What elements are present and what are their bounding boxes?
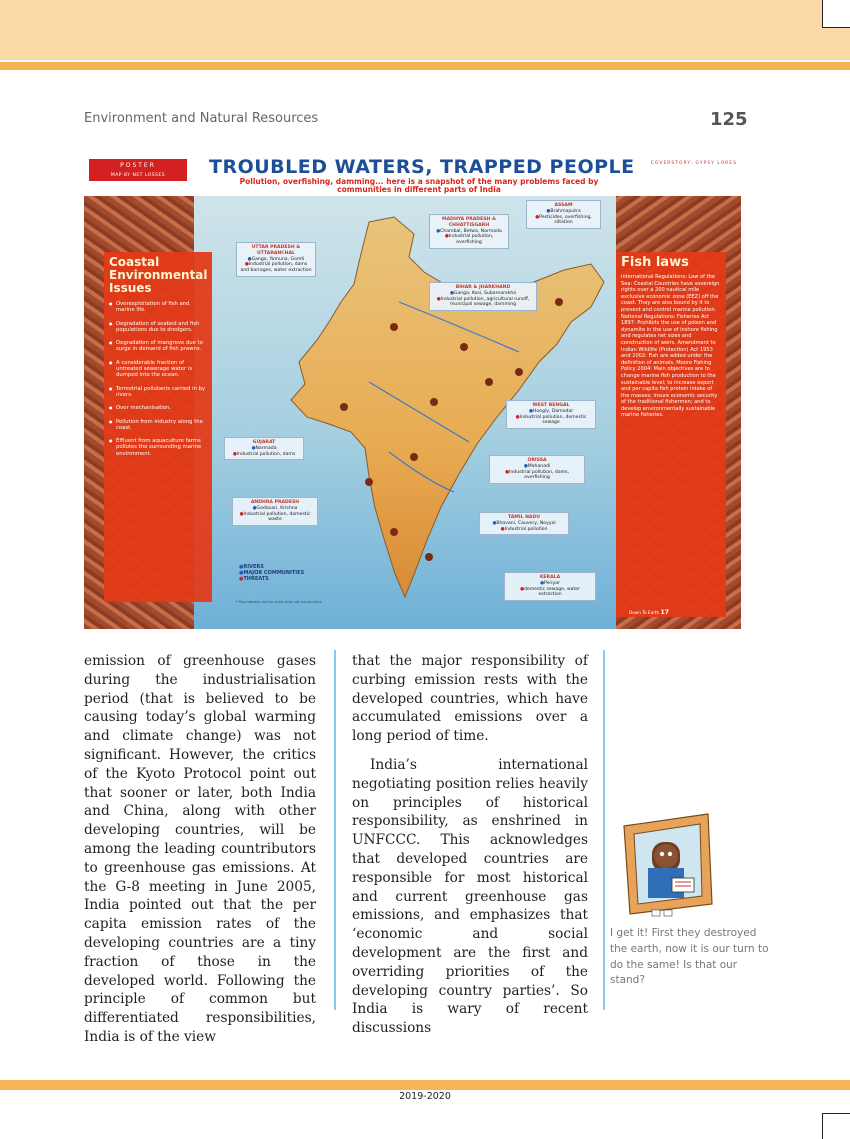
list-item: ● A considerable fraction of untreated sewerage water is dumped into the ocean.: [109, 360, 207, 379]
poster-corner-text: COVERSTORY: GYPSY LORES: [650, 161, 737, 166]
region-name: MADHYA PRADESH & CHHATTISGARH: [442, 217, 496, 228]
region-threats: ● Industrial pollution: [500, 527, 547, 532]
threat-marker: [555, 298, 563, 306]
credit-text: Down To Earth: [629, 610, 660, 615]
region-threats: ● Industrial pollution, domestic sewage: [516, 415, 587, 426]
margin-divider: [603, 650, 605, 1010]
region-communities: ● Hoogly, Damodar: [529, 409, 573, 414]
region-box-up: [236, 242, 316, 277]
region-communities: ● Godavari, Krishna: [253, 506, 298, 511]
region-threats: ● Industrial pollution, dams and barrages, water extraction: [240, 262, 311, 273]
threat-marker: [390, 323, 398, 331]
region-name: ORISSA: [527, 458, 547, 463]
cartoon-caption: I get it! First they destroyed the earth, now it is our turn to do the same! Is that our stand?: [610, 927, 769, 987]
threat-marker: [425, 553, 433, 561]
column-divider: [334, 650, 336, 1010]
region-communities: ● Periyar: [540, 581, 560, 586]
bottom-rule: [0, 1080, 850, 1090]
region-communities: ● Ganga, Yamuna, Gomti: [248, 257, 305, 262]
region-box-assam: [526, 200, 601, 229]
legend-threats: ● THREATS: [239, 576, 304, 582]
list-item: ● Overexploitation of fish and marine life.: [109, 301, 207, 314]
credit-number: 17: [660, 609, 669, 616]
list-item: ● Effluent from aquaculture farms pollutes the surrounding marine environment.: [109, 438, 207, 457]
body-column-1: [84, 652, 316, 1047]
region-box-mp: [429, 214, 509, 249]
poster-tag: [89, 159, 187, 181]
top-color-band: [0, 0, 850, 60]
poster-credit: [629, 609, 669, 616]
region-name: WEST BENGAL: [532, 403, 570, 408]
region-threats: ● Pesticides, overfishing, siltation: [535, 215, 592, 226]
poster-header: [84, 152, 741, 196]
body-paragraph: India’s international negotiating position relies heavily on principles of historical responsibility, as enshrined in UNFCCC. This acknowledges that developed countries are responsible for most historical and current greenhouse gas emissions, and emphasizes that ‘economic and social development are the first and overriding priorities of the developing country parties’. So India is wary of recent discussions: [352, 756, 588, 1037]
region-threats: ● Industrial pollution, domestic waste: [240, 512, 311, 523]
region-threats: ● Industrial pollution, dams: [233, 452, 296, 457]
region-communities: ● Narmada: [251, 446, 276, 451]
top-rule: [0, 62, 850, 70]
region-communities: ● Bhavani, Cauvery, Noyyal: [492, 521, 555, 526]
region-threats: ● Industrial pollution, agricultural runoff, municipal sewage, damming: [437, 297, 530, 308]
list-item: ● Pollution from industry along the coast.: [109, 419, 207, 432]
fish-laws-panel: [616, 252, 726, 617]
region-name: BIHAR & JHARKHAND: [455, 285, 511, 290]
threat-marker: [485, 378, 493, 386]
body-column-2: [352, 652, 588, 1038]
threat-marker: [410, 453, 418, 461]
coastal-issues-panel: [104, 252, 212, 602]
poster-title: TROUBLED WATERS, TRAPPED PEOPLE: [209, 156, 635, 178]
crop-mark-bottom-right: [822, 1113, 850, 1139]
list-item: ● Over mechanisation.: [109, 405, 207, 411]
fish-laws-title: Fish laws: [621, 255, 689, 270]
legend-rivers: ● RIVERS: [239, 564, 304, 570]
region-name: TAMIL NADU: [507, 515, 541, 520]
list-item: ● Degradation of mangrove due to surge in demand of fish prawns.: [109, 340, 207, 353]
region-box-kerala: [504, 572, 596, 601]
coastal-issues-title: Coastal Environmental Issues: [109, 255, 208, 295]
poster-figure: [84, 152, 741, 629]
region-communities: ● Ganga, Kosi, Subarnarekha: [450, 291, 516, 296]
poster-tag-sub: MAP BY NET LOSSES: [110, 173, 166, 178]
poster-tag-label: POSTER: [120, 162, 156, 169]
list-item: ● Terrestrial pollutants carried in by rivers.: [109, 386, 207, 399]
region-threats: ● domestic sewage, water extraction: [520, 587, 580, 598]
fish-laws-text: International Regulations: Law of the Sea: Coastal Countries have sovereign rights over a 200 nautical mile exclusive economic zone (EEZ) off the coast. They are also bound by it to prevent and control marine pollution. National Regulations: Fisheries Act 1897: Prohibits the use of poison and dynamite in the use of inshore fishing and regulates net sizes and construction of weirs. Amendment to Indian Wildlife (Protection) Act 1953 and 2002: Fish are added under the definition of animals. Moore Fishing Policy 2004: Main objectives are to change marine fish production to the sustainable level; to increase export and per capita fish protein intake of the masses; insure economic security of the traditional fishermen; and to develop environmentally sustainable marine fisheries.: [621, 274, 720, 419]
cartoon-boy-at-window: [612, 812, 718, 922]
map-legend: [239, 564, 304, 582]
region-box-gujarat: [224, 437, 304, 460]
coastal-issues-list: [109, 301, 207, 457]
region-box-bihar: [429, 282, 537, 311]
body-paragraph: emission of greenhouse gases during the industrialisation period (that is believed to be causing today’s global warming and climate change) was not significant. However, the critics of the Kyoto Protocol point out that sooner or later, both India and China, along with other developing countries, will be among the leading countributors to greenhouse gas emissions. At the G-8 meeting in June 2005, India pointed out that the per capita emission rates of the developing countries are a tiny fraction of those in the developed world. Following the principle of common but differentiated responsibilities, India is of the view: [84, 653, 316, 1045]
region-box-orissa: [489, 455, 585, 484]
region-communities: ● Brahmaputra: [546, 209, 580, 214]
region-name: ASSAM: [554, 203, 573, 208]
threat-marker: [340, 403, 348, 411]
region-box-tn: [479, 512, 569, 535]
region-name: GUJARAT: [252, 440, 276, 445]
crop-mark-top-right: [822, 0, 850, 28]
region-communities: ● Mahanadi: [524, 464, 550, 469]
threat-marker: [460, 343, 468, 351]
poster-subtitle: Pollution, overfishing, damming... here is a snapshot of the many problems faced by communities in different parts of India: [239, 177, 599, 194]
region-threats: ● Industrial pollution, dams, overfishing: [505, 470, 569, 481]
region-communities: ● Chambal, Betwa, Narmada: [436, 229, 502, 234]
region-name: ANDHRA PRADESH: [250, 500, 300, 505]
threat-marker: [390, 528, 398, 536]
list-item: ● Degradation of seabed and fish populations due to dredgers.: [109, 321, 207, 334]
region-box-wb: [506, 400, 596, 429]
page-number: 125: [710, 109, 748, 130]
footer-year: 2019-2020: [399, 1091, 451, 1102]
threat-marker: [515, 368, 523, 376]
region-name: UTTAR PRADESH & UTTARANCHAL: [251, 245, 301, 256]
region-name: KERALA: [539, 575, 561, 580]
region-threats: ● Industrial pollution, overfishing: [445, 234, 493, 245]
map-footnote: * Boundaries not to scale and not exhaustive: [236, 599, 322, 604]
body-paragraph: that the major responsibility of curbing emission rests with the developed countries, which have accumulated emissions over a long period of time.: [352, 653, 588, 745]
running-head: Environment and Natural Resources: [84, 111, 319, 126]
legend-communities: ● MAJOR COMMUNITIES: [239, 570, 304, 576]
threat-marker: [365, 478, 373, 486]
region-box-ap: [232, 497, 318, 526]
threat-marker: [430, 398, 438, 406]
